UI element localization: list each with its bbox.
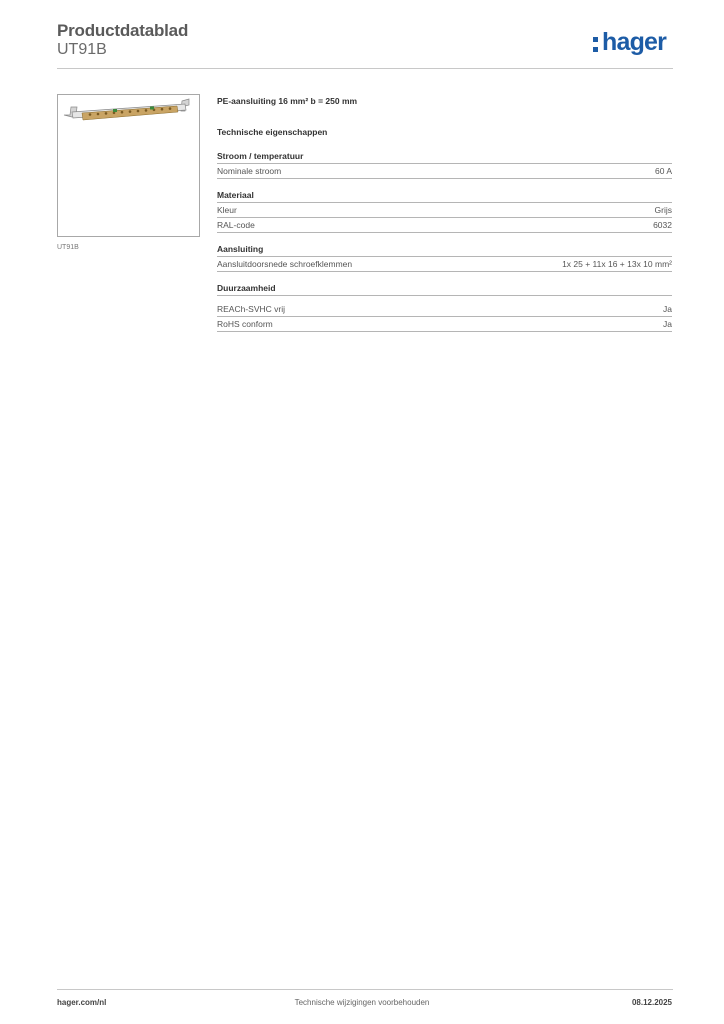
product-image [57, 94, 200, 237]
footer-date: 08.12.2025 [631, 998, 672, 1007]
logo-text: hager [602, 28, 667, 56]
spec-value: Ja [663, 304, 672, 314]
spec-content [217, 92, 672, 332]
section-title: Duurzaamheid [217, 281, 672, 296]
spec-value: 1x 25 + 11x 16 + 13x 10 mm² [562, 259, 672, 269]
spec-row [217, 257, 672, 272]
doc-title: Productdatablad [57, 21, 189, 40]
hager-logo [589, 25, 677, 59]
spec-row [217, 203, 672, 218]
logo-dots-icon [593, 37, 598, 57]
header-divider [57, 68, 673, 69]
doc-subtitle: UT91B [57, 41, 107, 58]
spec-section-aansluiting [217, 242, 672, 272]
spec-label: RAL-code [217, 220, 255, 230]
spec-row [217, 218, 672, 233]
section-title: Stroom / temperatuur [217, 149, 672, 164]
spec-section-materiaal [217, 188, 672, 233]
spec-value: Ja [663, 319, 672, 329]
spec-row [217, 164, 672, 179]
spec-label: Kleur [217, 205, 237, 215]
spec-label: Aansluitdoorsnede schroefklemmen [217, 259, 353, 269]
spec-section-stroom [217, 149, 672, 179]
spec-row [217, 317, 672, 332]
spec-row [217, 302, 672, 317]
spec-label: REACh-SVHC vrij [217, 304, 286, 314]
section-title: Materiaal [217, 188, 672, 203]
spec-value: 60 A [654, 166, 672, 176]
spec-section-duurzaamheid [217, 281, 672, 332]
product-description: PE-aansluiting 16 mm² b = 250 mm [217, 96, 358, 106]
footer-notice: Technische wijzigingen voorbehouden [294, 998, 430, 1007]
section-title: Aansluiting [217, 242, 672, 257]
spec-value: 6032 [653, 220, 672, 230]
specs-heading: Technische eigenschappen [217, 127, 328, 137]
spec-label: RoHS conform [217, 319, 273, 329]
pe-busbar-illustration-icon [58, 95, 199, 236]
image-caption: UT91B [57, 244, 79, 251]
footer-website-link[interactable]: hager.com/nl [57, 998, 107, 1007]
spec-value: Grijs [654, 205, 672, 215]
spec-label: Nominale stroom [217, 166, 282, 176]
footer-divider [57, 989, 673, 990]
